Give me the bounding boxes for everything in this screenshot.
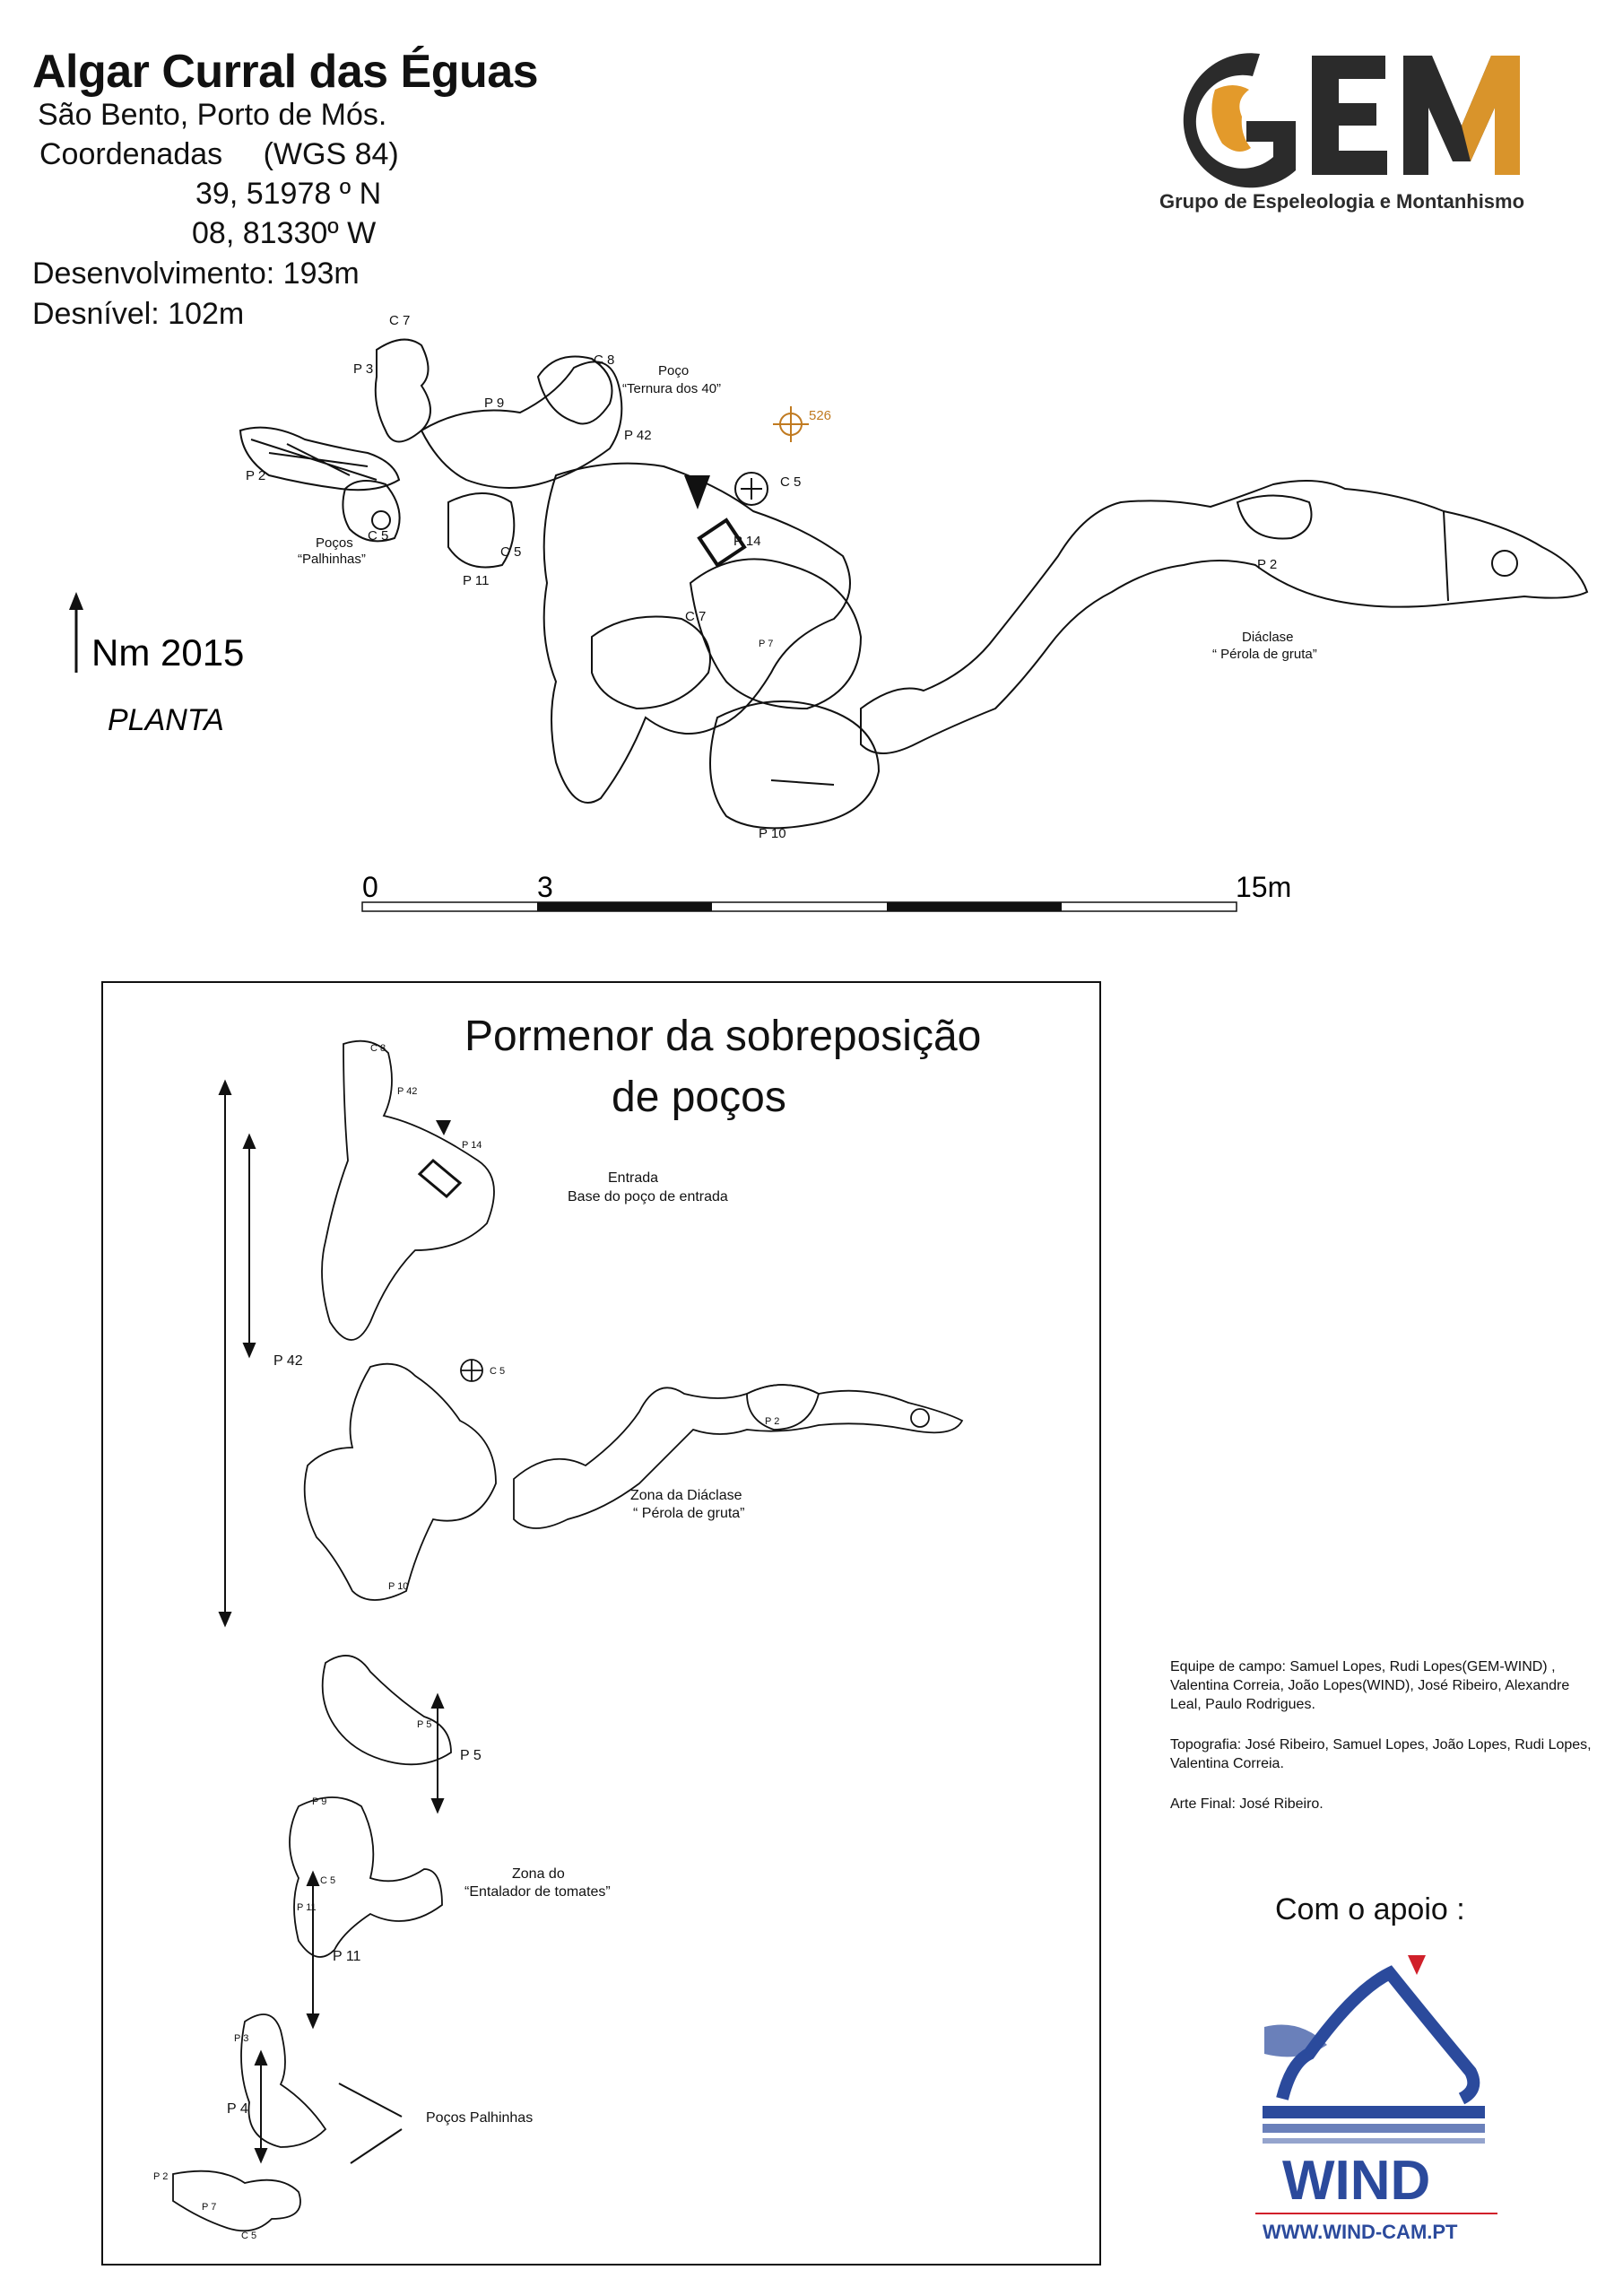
d-label-entrada: Entrada bbox=[608, 1170, 659, 1186]
coords-label bbox=[39, 135, 399, 174]
label-p11: P 11 bbox=[463, 573, 490, 588]
wind-brand-text: WIND bbox=[1282, 2150, 1431, 2212]
gem-logo-graphic bbox=[1184, 53, 1520, 187]
d-label-c5b: C 5 bbox=[320, 1875, 336, 1886]
d-label-c5: C 5 bbox=[490, 1366, 506, 1377]
label-c5-right: C 5 bbox=[780, 474, 802, 490]
label-p9: P 9 bbox=[484, 396, 505, 411]
map-title: Algar Curral das Éguas bbox=[32, 46, 539, 98]
d-label-p42: P 42 bbox=[273, 1353, 303, 1369]
elevation-marker bbox=[773, 406, 809, 442]
d-label-p9: P 9 bbox=[312, 1796, 327, 1807]
label-poco: Poço bbox=[658, 363, 690, 378]
d-label-p5a: P 5 bbox=[417, 1719, 432, 1730]
entrance-marker bbox=[684, 475, 710, 509]
d-label-palhinhas: Poços Palhinhas bbox=[426, 2110, 534, 2126]
d-label-p4: P 4 bbox=[227, 2101, 248, 2117]
d-label-p11a: P 11 bbox=[297, 1902, 317, 1913]
depth-arrows bbox=[220, 1082, 443, 2163]
label-pocos: Poços bbox=[316, 535, 353, 551]
north-arrow-icon bbox=[69, 592, 83, 673]
plan-labels bbox=[246, 313, 1317, 841]
longitude-text: 08, 81330º W bbox=[192, 216, 377, 250]
label-p10: P 10 bbox=[759, 826, 786, 841]
label-perola: “ Pérola de gruta” bbox=[1212, 647, 1317, 662]
credits-team: Equipe de campo: Samuel Lopes, Rudi Lopes(GEM-WIND) , Valentina Correia, João Lopes(WIND), José Ribeiro, Alexandre Leal, Paulo Rodrigues. bbox=[1170, 1659, 1570, 1712]
plan-view-map bbox=[0, 296, 1623, 879]
gem-logo bbox=[1152, 36, 1565, 224]
d-label-zonado: Zona do bbox=[512, 1866, 565, 1882]
drop-text: Desnível: 102m bbox=[32, 297, 245, 331]
d-label-p10: P 10 bbox=[388, 1581, 409, 1592]
north-label: Nm 2015 bbox=[91, 631, 245, 674]
datum-text: (WGS 84) bbox=[263, 137, 399, 171]
d-label-base: Base do poço de entrada bbox=[568, 1189, 728, 1205]
detail-labels bbox=[153, 1043, 779, 2241]
label-c5-left: C 5 bbox=[368, 528, 389, 544]
d-label-p3: P 3 bbox=[234, 2033, 249, 2044]
label-c8: C 8 bbox=[594, 352, 615, 368]
label-c7-lower: C 7 bbox=[685, 609, 707, 624]
d-label-p2b: P 2 bbox=[153, 2171, 169, 2182]
latitude-text: 39, 51978 º N bbox=[195, 177, 382, 211]
d-label-p7: P 7 bbox=[202, 2202, 217, 2213]
scale-end: 15m bbox=[1236, 871, 1292, 903]
plan-view-label: PLANTA bbox=[108, 703, 224, 737]
d-label-c8: C 8 bbox=[370, 1043, 386, 1054]
d-label-p2: P 2 bbox=[765, 1416, 780, 1427]
credits-topo: Topografia: José Ribeiro, Samuel Lopes, João Lopes, Rudi Lopes, Valentina Correia. bbox=[1170, 1737, 1592, 1771]
label-p14: P 14 bbox=[733, 534, 761, 549]
d-label-p5: P 5 bbox=[460, 1748, 482, 1763]
detail-map bbox=[101, 981, 1101, 2266]
label-p2-left: P 2 bbox=[246, 468, 266, 483]
header-info bbox=[38, 95, 386, 135]
location-text: São Bento, Porto de Mós. bbox=[38, 98, 387, 132]
scale-start: 0 bbox=[362, 871, 378, 903]
development-text: Desenvolvimento: 193m bbox=[32, 257, 360, 291]
label-diaclase: Diáclase bbox=[1242, 630, 1294, 645]
d-label-c5c: C 5 bbox=[241, 2231, 257, 2241]
label-p2-right: P 2 bbox=[1257, 557, 1278, 572]
d-label-zona: Zona da Diáclase bbox=[630, 1488, 742, 1503]
credits bbox=[1170, 1657, 1601, 1835]
label-c5-mid: C 5 bbox=[500, 544, 522, 560]
d-label-entalador: “Entalador de tomates” bbox=[464, 1884, 611, 1900]
d-label-p14: P 14 bbox=[462, 1140, 482, 1151]
coords-label-text: Coordenadas bbox=[39, 137, 223, 171]
label-p3: P 3 bbox=[353, 361, 374, 377]
cave-outline-plan bbox=[240, 340, 1587, 829]
detail-outlines bbox=[173, 1041, 962, 2231]
gem-subtitle: Grupo de Espeleologia e Montanhismo bbox=[1159, 190, 1525, 213]
d-label-perola: “ Pérola de gruta” bbox=[633, 1506, 745, 1521]
detail-title-line1: Pormenor da sobreposição bbox=[464, 1013, 982, 1060]
wind-logo-graphic bbox=[1263, 1955, 1485, 2144]
detail-entrance-marker bbox=[436, 1120, 451, 1135]
scale-mid: 3 bbox=[537, 871, 553, 903]
label-p42: P 42 bbox=[624, 428, 652, 443]
support-label: Com o apoio : bbox=[1275, 1892, 1465, 1926]
label-ternura: “Ternura dos 40” bbox=[622, 381, 722, 396]
label-palhinhas: “Palhinhas” bbox=[298, 552, 366, 567]
d-label-p42-top: P 42 bbox=[397, 1086, 418, 1097]
wind-url-text: WWW.WIND-CAM.PT bbox=[1263, 2221, 1458, 2243]
label-p7: P 7 bbox=[759, 639, 774, 649]
credits-art: Arte Final: José Ribeiro. bbox=[1170, 1796, 1324, 1812]
label-c7: C 7 bbox=[389, 313, 411, 328]
label-elevation: 526 bbox=[809, 408, 832, 423]
d-label-p11: P 11 bbox=[333, 1949, 361, 1964]
wind-logo bbox=[1246, 1955, 1515, 2251]
detail-title-line2: de poços bbox=[612, 1074, 786, 1121]
scale-bar bbox=[341, 870, 1345, 924]
